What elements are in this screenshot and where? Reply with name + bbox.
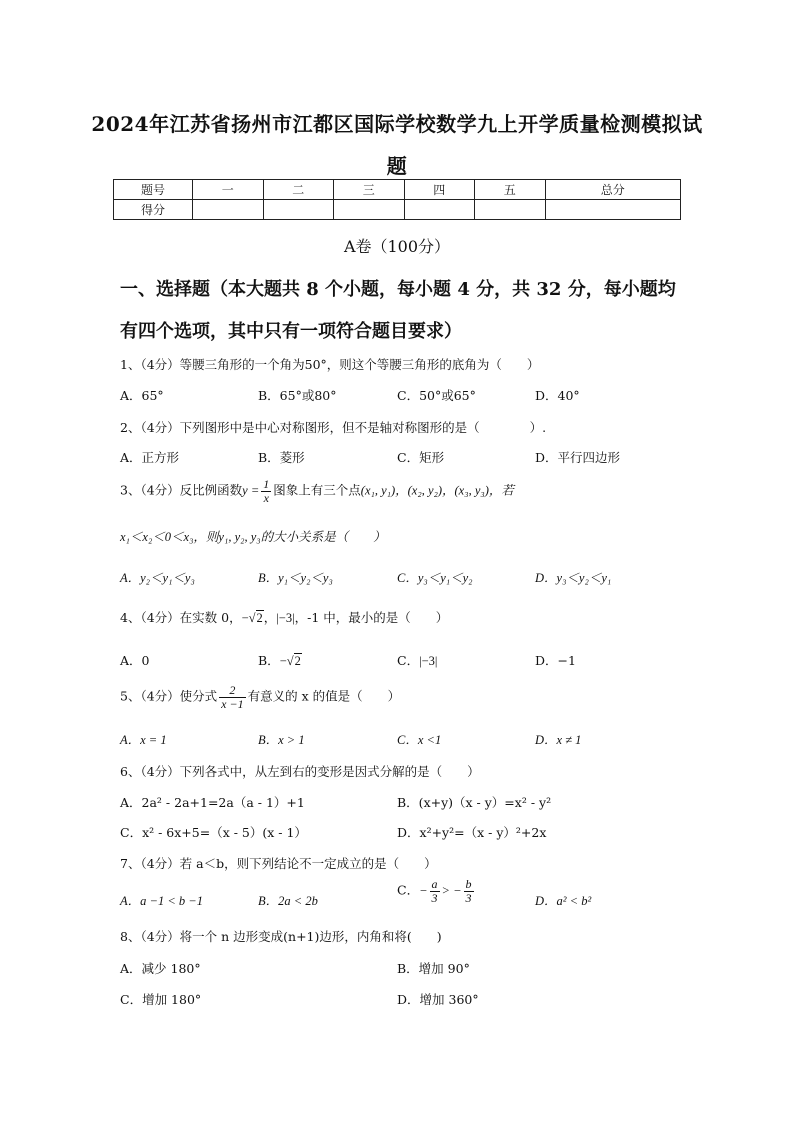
q3-option-b: B．y₁＜y₂＜y₃ xyxy=(258,571,333,585)
q7-option-c-fraction-2 xyxy=(464,878,474,904)
q7-c-middle: > − xyxy=(441,883,462,898)
score-header-cell: 总分 xyxy=(545,180,681,200)
score-table-score-row xyxy=(114,200,681,220)
q1-option-a: A．65° xyxy=(120,388,164,403)
score-cell xyxy=(334,200,405,220)
q4-stem-c: ，-1 中，最小的是（ ） xyxy=(294,610,449,625)
score-header-cell: 题号 xyxy=(114,180,193,200)
q7-option-c-label: C． xyxy=(397,882,420,898)
q5-option-b: B．x > 1 xyxy=(258,733,305,747)
q6-option-d: D．x²+y²=（x - y）²+2x xyxy=(397,825,547,840)
score-table-header-row xyxy=(114,180,681,200)
q4-option-c xyxy=(397,651,437,669)
question-3-stem xyxy=(120,478,514,504)
q7-option-c: C．− $\frac{a}{3}$ > − $\frac{b}{3}$ xyxy=(397,877,472,905)
q7-option-a: A．a −1 < b −1 xyxy=(120,894,203,908)
q3-fraction-denominator: x xyxy=(263,490,269,505)
score-row-label: 得分 xyxy=(114,200,193,220)
score-cell xyxy=(404,200,475,220)
score-table xyxy=(113,179,681,220)
score-cell xyxy=(475,200,546,220)
question-7-stem: 7、（4分）若 a＜b，则下列结论不一定成立的是（ ） xyxy=(120,856,437,871)
q5-stem-prefix: 5、（4分）使分式 xyxy=(120,688,218,704)
question-4-stem xyxy=(120,608,448,626)
q7-option-d: D．a² < b² xyxy=(535,894,592,908)
q4-option-b-radicand: 2 xyxy=(294,654,301,668)
q4-option-c-value: |−3| xyxy=(419,654,438,668)
q6-option-c: C．x² - 6x+5=（x - 5）(x - 1） xyxy=(120,825,307,840)
q7-c-denominator-2: 3 xyxy=(465,890,472,905)
q5-option-a: A．x = 1 xyxy=(120,733,167,747)
q5-stem-suffix: 有意义的 x 的值是（ ） xyxy=(247,688,401,704)
q8-option-b: B．增加 90° xyxy=(397,961,470,976)
q4-option-b-sign: − xyxy=(279,654,287,668)
q3-points: (x₁, y₁)，(x₂, y₂)，(x₃, y₃)，若 xyxy=(360,483,514,498)
score-cell xyxy=(545,200,681,220)
q2-option-b: B．菱形 xyxy=(258,450,305,465)
q4-stem-a: 4、（4分）在实数 0， xyxy=(120,610,242,625)
score-header-cell: 三 xyxy=(334,180,405,200)
q3-option-a: A．y₂＜y₁＜y₃ xyxy=(120,571,195,585)
title-line-2: 题 xyxy=(386,154,408,178)
q1-option-d: D．40° xyxy=(535,388,580,403)
q4-option-c-label: C． xyxy=(397,653,420,668)
q4-option-b-value: −√2 xyxy=(279,654,301,668)
section-1-heading-line-2: 有四个选项，其中只有一项符合题目要求） xyxy=(120,321,462,342)
score-header-cell: 二 xyxy=(263,180,334,200)
score-cell xyxy=(193,200,264,220)
q1-option-b: B．65°或80° xyxy=(258,388,337,403)
q4-option-a: A．0 xyxy=(120,653,150,668)
q2-option-a: A．正方形 xyxy=(120,450,180,465)
q3-option-d: D．y₃＜y₂＜y₁ xyxy=(535,571,612,585)
q7-c-numerator-2: b xyxy=(465,877,472,891)
q7-option-b: B．2a < 2b xyxy=(258,894,318,908)
q7-option-c-fraction-1 xyxy=(430,878,440,904)
q7-c-denominator-1: 3 xyxy=(431,890,438,905)
q2-option-d: D．平行四边形 xyxy=(535,450,621,465)
question-6-stem: 6、（4分）下列各式中，从左到右的变形是因式分解的是（ ） xyxy=(120,764,480,779)
q5-option-c: C．x <1 xyxy=(397,733,442,747)
q3-fraction-numerator: 1 xyxy=(263,477,270,491)
q3-stem-mid: 图象上有三个点 xyxy=(273,482,361,498)
q4-minus-sign: − xyxy=(241,611,249,625)
q4-stem-b: ， xyxy=(263,610,277,625)
q4-option-d: D．−1 xyxy=(535,653,576,668)
q1-option-c: C．50°或65° xyxy=(397,388,476,403)
q3-option-c: C．y₃＜y₁＜y₂ xyxy=(397,571,473,585)
q6-option-b: B．(x+y)（x - y）=x² - y² xyxy=(397,795,552,810)
score-header-cell: 五 xyxy=(475,180,546,200)
q5-fraction xyxy=(219,684,245,710)
q4-option-b xyxy=(258,651,302,669)
question-1-stem: 1、（4分）等腰三角形的一个角为50°，则这个等腰三角形的底角为（ ） xyxy=(120,357,540,372)
q4-neg-sqrt-2: −√2 xyxy=(241,611,263,625)
score-header-cell: 一 xyxy=(193,180,264,200)
question-5-stem xyxy=(120,684,400,710)
volume-heading: A卷（100分） xyxy=(343,237,451,256)
question-2-stem: 2、（4分）下列图形中是中心对称图形，但不是轴对称图形的是（ ）. xyxy=(120,420,547,435)
title-line-1: 2024年江苏省扬州市江都区国际学校数学九上开学质量检测模拟试 xyxy=(91,112,703,136)
section-1-heading-line-1: 一、选择题（本大题共 8 个小题，每小题 4 分，共 32 分，每小题均 xyxy=(120,279,676,300)
q7-c-numerator-1: a xyxy=(431,877,438,891)
question-8-stem: 8、（4分）将一个 n 边形变成(n+1)边形，内角和将( ) xyxy=(120,929,442,944)
q6-option-a: A．2a² - 2a+1=2a（a - 1）+1 xyxy=(120,795,305,810)
q8-option-d: D．增加 360° xyxy=(397,992,479,1007)
q2-option-c: C．矩形 xyxy=(397,450,445,465)
q8-option-a: A．减少 180° xyxy=(120,961,201,976)
q3-function-lhs: y = xyxy=(242,483,260,498)
q5-fraction-numerator: 2 xyxy=(219,684,245,698)
q8-option-c: C．增加 180° xyxy=(120,992,202,1007)
q4-radicand: 2 xyxy=(256,611,263,625)
score-header-cell: 四 xyxy=(404,180,475,200)
q3-stem-prefix: 3、（4分）反比例函数 xyxy=(120,482,243,498)
q4-option-b-label: B． xyxy=(258,653,280,668)
q5-fraction-denominator: x −1 xyxy=(221,696,244,711)
q3-fraction xyxy=(261,478,271,504)
q5-option-d: D．x ≠ 1 xyxy=(535,733,582,747)
q3-condition: x₁＜x₂＜0＜x₃，则y₁, y₂, y₃的大小关系是（ ） xyxy=(120,530,386,544)
q4-abs-value: |−3| xyxy=(276,611,295,625)
score-cell xyxy=(263,200,334,220)
